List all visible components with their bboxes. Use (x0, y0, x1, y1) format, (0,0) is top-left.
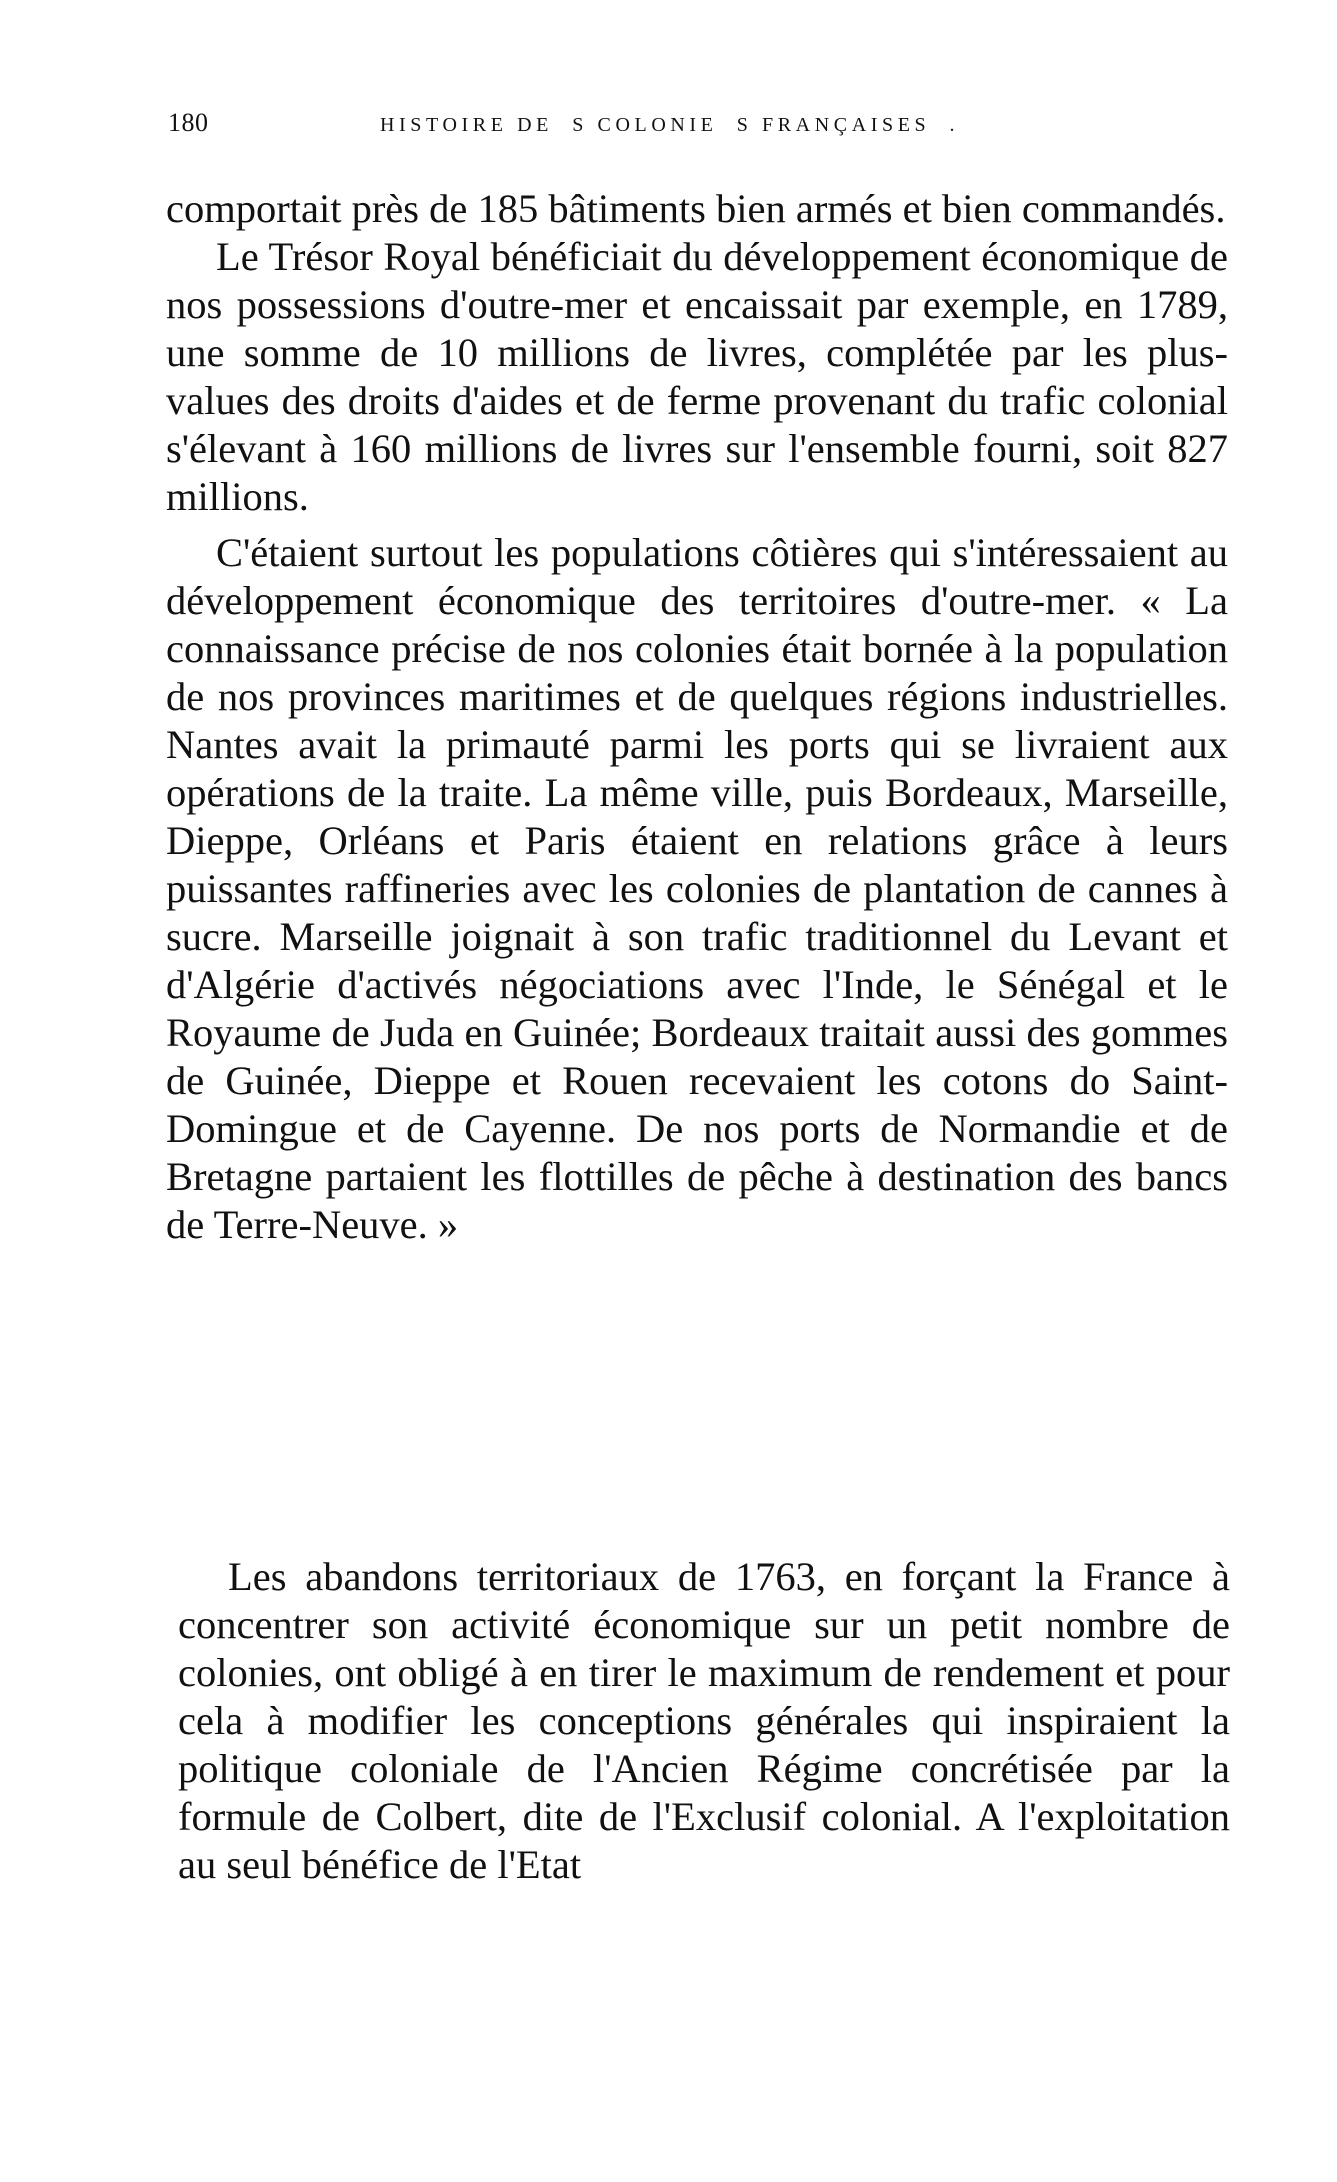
body-text-upper (166, 185, 1228, 1249)
body-text-lower (178, 1553, 1230, 1889)
paragraph-populations-cotieres: C'étaient surtout les populations côtières qui s'intéressaient au développement économique des territoires d'outre-mer. « La connaissance précise de nos colonies était bornée à la population de nos provinces maritimes et de quelques régions industrielles. Nantes avait la primauté parmi les ports qui se livraient aux opérations de la traite. La même ville, puis Bordeaux, Marseille, Dieppe, Orléans et Paris étaient en relations grâce à leurs puissantes raffineries avec les colonies de plantation de cannes à sucre. Marseille joignait à son trafic traditionnel du Levant et d'Algérie d'activés négociations avec l'Inde, le Sénégal et le Royaume de Juda en Guinée; Bordeaux traitait aussi des gommes de Guinée, Dieppe et Rouen recevaient les cotons do Saint-Domingue et de Cayenne. De nos ports de Normandie et de Bretagne partaient les flottilles de pêche à destination des bancs de Terre-Neuve. » (166, 530, 1228, 1247)
paragraph-tresor-royal: Le Trésor Royal bénéficiait du développement économique de nos possessions d'outre-mer et encaissait par exemple, en 1789, une somme de 10 millions de livres, complétée par les plus-values des droits d'aides et de ferme provenant du trafic colonial s'élevant à 160 millions de livres sur l'ensemble fourni, soit 827 millions. (166, 234, 1228, 519)
paragraph-spacer (166, 521, 1228, 529)
running-head-title: HISTOIRE DE S COLONIE S FRANÇAISES . (380, 114, 960, 136)
page-number: 180 (168, 108, 209, 137)
paragraph-abandons-territoriaux: Les abandons territoriaux de 1763, en forçant la France à concentrer son activité économique sur un petit nombre de colonies, ont obligé à en tirer le maximum de rendement et pour cela à modifier les conceptions générales qui inspiraient la politique coloniale de l'Ancien Régime concrétisée par la formule de Colbert, dite de l'Exclusif colonial. A l'exploitation au seul bénéfice de l'Etat (178, 1554, 1230, 1887)
paragraph-continued: comportait près de 185 bâtiments bien armés et bien commandés. (166, 186, 1226, 231)
